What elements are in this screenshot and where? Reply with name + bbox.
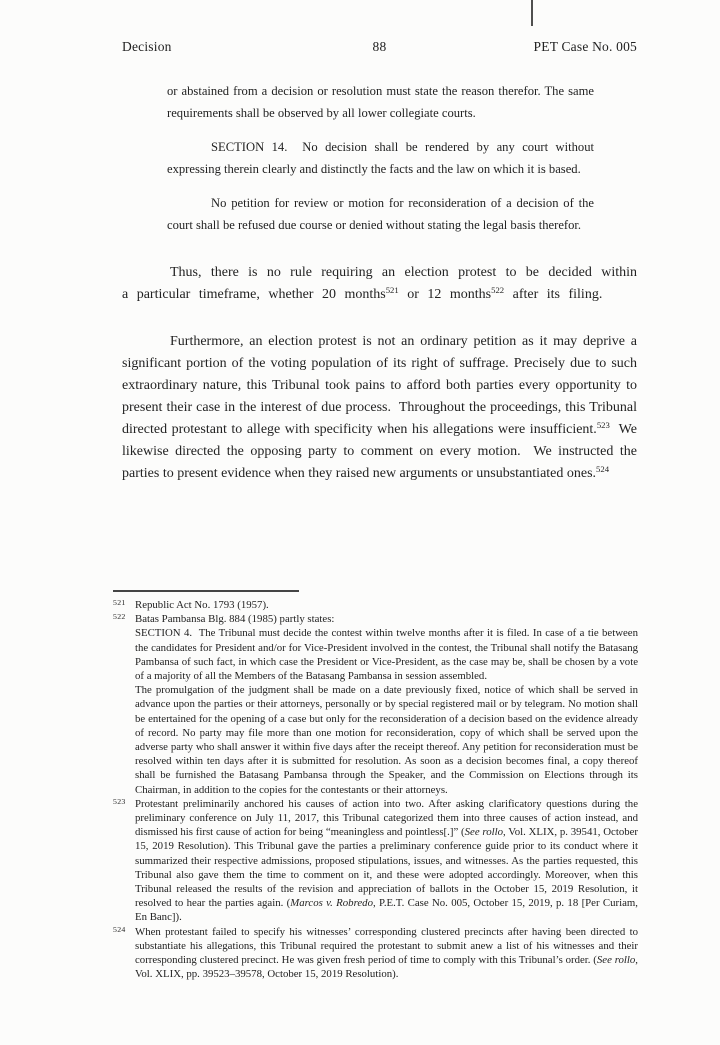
page-number: 88 bbox=[372, 39, 387, 54]
footnote-paragraph: When protestant failed to specify his witnesses’ corresponding clustered precincts after having been directed to substantiate his allegations, this Tribunal required the protestant to submit anew a list of his witnesses and their corresponding clustered precinct. He was given fresh period of time to comply with this Tribunal’s order. (See rollo, Vol. XLIX, pp. 39523–39578, October 15, 2019 Resolution). bbox=[135, 925, 638, 981]
footnote-paragraph: The promulgation of the judgment shall be made on a date previously fixed, notice of which shall be served in advance upon the parties or their attorneys, personally or by special registered mail or by telegram. No motion shall be entertained for the opening of a case but only for the reconsideration of a decision based on the evidence already of record. No party may file more than one motion for reconsideration, copy of which shall be served upon the adverse party who shall answer it within five days after the receipt thereof. Any petition for reconsideration must be resolved within ten days after it is submitted for resolution. As soon as a decision becomes final, a copy thereof shall be furnished the Batasang Pambansa through the Speaker, and the Commission on Elections through its Chairman, in addition to the copies for the contestants or their attorneys. bbox=[135, 684, 638, 796]
body-paragraph: Furthermore, an election protest is not an ordinary petition as it may deprive a significant portion of the voting population of its right of suffrage. Precisely due to such extraordinary nature, this Tribunal took pains to afford both parties every opportunity to present their case in the interest of due process. Throughout the proceedings, this Tribunal directed protestant to allege with specificity when his allegations were insufficient.$^{523}$ We likewise directed the opposing party to comment on every motion. We instructed the parties to present evidence when they raised new arguments or unsubstantiated ones.$^{524}$ bbox=[122, 334, 637, 481]
footnote-number: 522 bbox=[113, 612, 126, 622]
footnote-523 bbox=[112, 797, 638, 925]
footnote-522 bbox=[112, 612, 638, 797]
footnote-paragraph: Republic Act No. 1793 (1957). bbox=[135, 599, 269, 611]
quote-paragraph: or abstained from a decision or resolution must state the reason therefor. The same requirements shall be observed by all lower collegiate courts. bbox=[167, 84, 594, 120]
block-quotes bbox=[167, 81, 594, 236]
quote-paragraph: No petition for review or motion for reconsideration of a decision of the court shall be refused due course or denied without stating the legal basis therefor. bbox=[167, 196, 594, 232]
body-text bbox=[122, 262, 637, 485]
footnote-paragraph: SECTION 4. The Tribunal must decide the contest within twelve months after it is filed. In case of a tie between the candidates for President and/or for Vice-President involved in the contest, the Tribunal shall notify the Batasang Pambansa of such fact, in which case the President or Vice-President, as the case may be, shall be chosen by a vote of a majority of all the Members of the Batasang Pambansa in session assembled. bbox=[135, 627, 638, 683]
footnote-number: 521 bbox=[113, 598, 126, 607]
quote-paragraph: SECTION 14. No decision shall be rendered by any court without expressing therein clearly and distinctly the facts and the law on which it is based. bbox=[167, 140, 594, 176]
footnote-number: 523 bbox=[113, 796, 126, 806]
footnote-paragraph: Protestant preliminarily anchored his causes of action into two. After asking clarificatory questions during the preliminary conference on July 11, 2017, this Tribunal categorized them into three causes of action instead, and dismissed his first cause of action for being “meaningless and pointless[.]” (See rollo, Vol. XLIX, p. 39541, October 15, 2019 Resolution). This Tribunal gave the parties a preliminary conference guide prior to its conduct where it summarized their respective admissions, proposed stipulations, issues, and witnesses. As the parties requested, this Tribunal also gave them the time to comment on it, and these were adopted accordingly. Moreover, when this Tribunal released the results of the revision and appreciation of ballots in the October 15, 2019 Resolution, it resolved to hear the parties again. (Marcos v. Robredo, P.E.T. Case No. 005, October 15, 2019, p. 18 [Per Curiam, En Banc]). bbox=[135, 797, 638, 924]
footnote-524 bbox=[112, 925, 638, 982]
footnotes-section bbox=[112, 590, 638, 981]
footnote-number: 524 bbox=[113, 924, 126, 934]
document-title: Decision bbox=[122, 39, 172, 54]
footnote-separator bbox=[113, 590, 299, 592]
footnote-paragraph: Batas Pambansa Blg. 884 (1985) partly states: bbox=[135, 613, 335, 626]
page-header bbox=[122, 39, 637, 55]
footnote-521 bbox=[112, 598, 638, 612]
body-paragraph: Thus, there is no rule requiring an election protest to be decided within a particular timeframe, whether 20 months$^{521}$ or 12 months$^{522}$ after its filing. bbox=[122, 265, 637, 302]
scan-artifact-line bbox=[531, 0, 533, 26]
case-number: PET Case No. 005 bbox=[533, 39, 637, 54]
